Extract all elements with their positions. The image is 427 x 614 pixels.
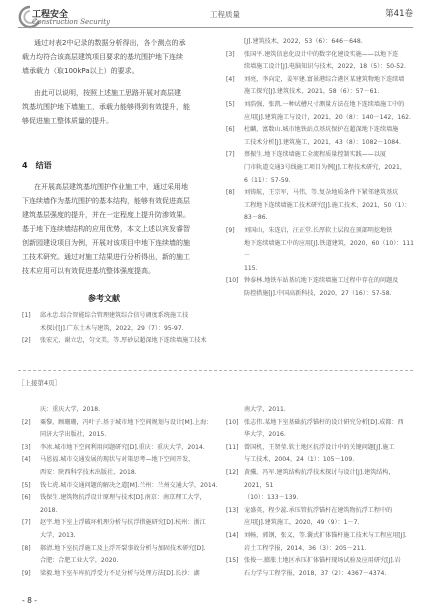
section-divider xyxy=(18,370,413,371)
reference-item: [4] 刘亮，李向定，姜军建.富景港综合港区某建筑物地下连续墙 施工探究[J].建筑技术，2021，58（6）：57－61. xyxy=(226,75,405,96)
reference-item: [3] 张国平.建筑信息化设计中的数字化建设实施——以地下连 续墙施工设计[J].电脑知识与技术，2022，18（5）：50-52. xyxy=(226,50,406,71)
reference-item: [7] 蔡振生.地下连续墙施工全流程质量控制实践——以厦 门市轨道交通3号线施工项目为例[J].工程技术研究，2021， 6（11）：57-59. xyxy=(226,151,406,184)
paragraph-conclusion: 由此可以说明，按照上述施工思路开展对高层建 筑基坑围护地下墙施工，承载力能够得到有效提升，能 够促进施工整体质量的提升。 xyxy=(22,89,190,125)
reference-item: [10] 张志伟.某地下室基础抗浮锚杆的设计研究分析[D].成都：西 华大学，2016. xyxy=(226,418,404,439)
reference-list-left xyxy=(22,310,217,348)
journal-title: 工程安全 xyxy=(32,10,69,20)
paragraph-results: 通过对表2中记录的数据分析得出，各个测点的承 载力均符合该高层建筑项目要求的基坑围护地下连续 墙承载力（取100kPa以上）的要求。 xyxy=(22,39,186,75)
reference-item: [5] 刘浩强，张凯.一种试槽尺寸测量方法在地下连续墙施工中的 应用[J].建筑施工与设计，2021，20（8）：140－142，162. xyxy=(226,100,411,121)
reference-item: [4] 马恩福.城市交通发展的现状与对策思考—地下空间开发， 西安：陕西科学技术出版社，2018. xyxy=(22,456,195,476)
page-number: - 8 - xyxy=(22,596,37,605)
reference-item: [3] 李冰.城市地下空间利用问题研究[D].重庆：重庆大学，2014. xyxy=(22,443,205,451)
reference-item: [11] 曾国机，王贤莹.软土地区抗浮设计中的关键问题[J].施工 与工技术，2004，24（1）：105－109. xyxy=(226,443,395,464)
reference-item: [8] 刘铸航，王宗军，马伟，等.复杂地质条件下紧邻建筑基坑 工程地下连续墙施工技术研究[J].施工技术，2021，50（1）： 83－86. xyxy=(226,189,411,222)
volume-label: 第41卷 xyxy=(385,9,413,19)
reference-item: [14] 刘畅，郭钢，张义，等.囊式扩体锚杆施工技术与工程应用[J]. 岩土工程学报，2014，36（3）：205－211. xyxy=(226,531,407,552)
reference-item: [1] 邱永忠.综合智能综合管理建筑综合信号调度系统施工技 术探讨[J].广东土木与建筑，2022，29（7）：95-97. xyxy=(22,312,189,332)
section-name: 工程质量 xyxy=(210,10,240,19)
reference-item: 庆：重庆大学，2018. xyxy=(40,406,101,413)
reference-item: [5] 钱七虎.城市交通问题的解决之道[M].兰州：兰州交通大学，2014. xyxy=(22,481,218,489)
reference-item: 南大学，2011. xyxy=(244,406,286,413)
reference-item: [7] 赵宇.地下室上浮破坏机理分析与抗浮措施研究[D].杭州：浙江 大学，2013. xyxy=(22,519,206,539)
reference-item: [13] 宠盛英，程少蕊.承压管抗浮锚杆在建筑物抗浮工程中的 应用[J].建筑施工，2020，49（9）：1－7. xyxy=(226,506,393,527)
reference-item: [6] 杜麟，富数山.城市地铁站点基坑保护在超深地下连续墙施 工技术分析[J].建筑施工，2021，43（8）：1082－1084. xyxy=(226,126,401,146)
section-heading: 4 结语 xyxy=(22,161,52,170)
reference-item: [15] 张俊一.膨胀土地区承压扩体锚杆现场试验及应用研究[J].岩 石力学与工程学报，2018，37（2）：4367－4374. xyxy=(226,557,401,577)
continued-reference-list-right xyxy=(226,404,416,580)
reference-item: [2] 粟黎，顾珊珊，冯叶子.基于城市地下空间规划与设计[M].上海： 同济大学出版社，2015. xyxy=(22,418,213,439)
journal-subtitle: Construction Security xyxy=(32,18,110,26)
page-header xyxy=(18,3,413,29)
header-rule xyxy=(18,27,413,28)
continued-reference-list-left xyxy=(22,404,220,580)
reference-list-right xyxy=(226,36,416,300)
reference-item: [J].建筑技术，2022，53（6）：646－648. xyxy=(244,38,363,45)
paragraph-summary: 在开展高层建筑基坑围护作业施工中，通过采用地 下连续墙作为基坑围护的基本结构，能够有效促进高层 建筑基层强度的提升，并在一定程度上提升防渗效果。 基于地下连续墙结构的应用优势，本文上述以宾发睿智 创新园建设项目为例，开展对该项目中地下连续墙的施 工技术研究。通过对施工结果进行分析得出，新的施工 技术应用可以有效促进基坑整体强度提高。 xyxy=(22,183,190,275)
continued-from-label: ［上接第4页］ xyxy=(18,379,62,387)
references-heading: 参考文献 xyxy=(88,294,120,303)
reference-item: [9] 梁毅.地下室车库抗浮受力不足分析与处理方法[D].长沙：湖 xyxy=(22,569,200,577)
reference-item: [2] 张宏元，谢立忠，匀文美，等.厚砂层超深地下连续墙施工技术 xyxy=(22,337,207,345)
reference-item: [10] 钟泰林.地铁车站基坑地下连续墙施工过程中存在的问题及 防控措施[J].中国高新科技，2020，27（16）：57-58. xyxy=(226,277,399,297)
reference-item: [9] 刘国山，朱连启，汪正堂.长厚软土层段在顶部明挖地铁 地下连续墙施工中的应用[J].铁道建筑，2020，60（10）：111－ 115. xyxy=(226,226,414,272)
reference-item: [8] 郝清.地下室抗浮施工及上浮开裂事故分析与加固技术研究[D]. 合肥：合肥工业大学，2020. xyxy=(22,544,206,565)
reference-item: [6] 钱保生.建筑物抗浮设计原理与技术[D].南京：南京理工大学，2018. xyxy=(22,494,206,514)
reference-item: [12] 黄骥，冯军.建筑结构抗浮技术探讨与设计[J].建筑结构，2021，51 （10）：133－139. xyxy=(226,468,395,502)
